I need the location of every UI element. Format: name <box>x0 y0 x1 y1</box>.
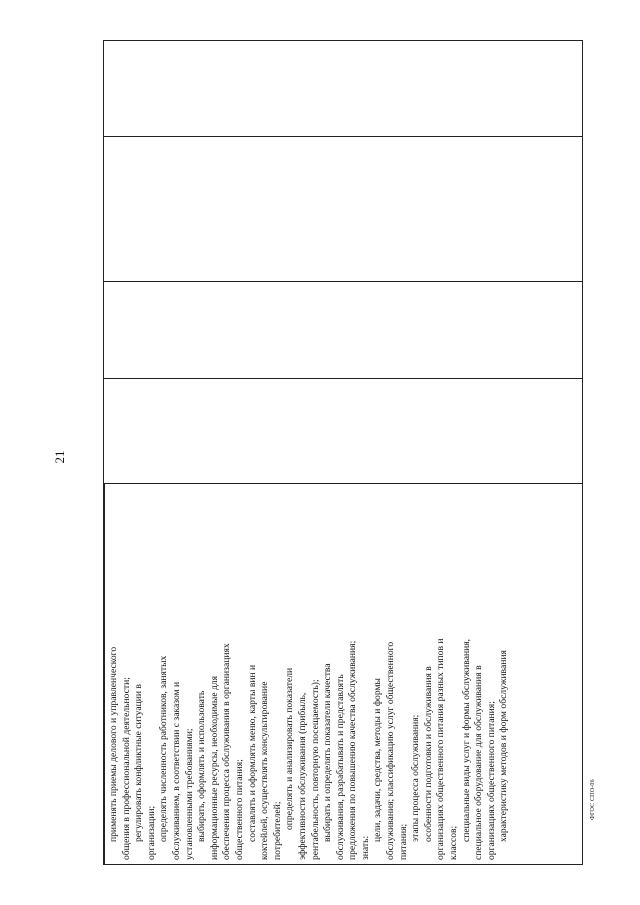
text-line: определять и анализировать показатели <box>284 667 296 830</box>
text-line: составлять и оформлять меню, карты вин и <box>246 664 258 842</box>
text-line: регулировать конфликтные ситуации в <box>133 684 145 842</box>
text-line: информационные ресурсы, необходимые для <box>208 675 220 860</box>
text-line: определять численность работников, занятых <box>158 655 170 842</box>
text-line: выбирать и определять показатели качества <box>322 663 334 842</box>
text-line: характеристику методов и форм обслуживания <box>498 650 510 842</box>
text-line: выбирать, оформлять и использовать <box>196 690 208 842</box>
text-line: специальное оборудование для обслуживания в <box>473 665 485 860</box>
text-line: потребителей; <box>271 801 283 860</box>
text-line: организации; <box>145 805 157 860</box>
page-number: 21 <box>52 450 67 464</box>
text-line: общественного питания; <box>233 759 245 860</box>
text-line: обслуживания, разрабатывать и представлять <box>334 674 346 860</box>
text-line: рентабельность, повторную посещаемость); <box>309 679 321 860</box>
text-line: эффективности обслуживания (прибыль, <box>296 692 308 860</box>
text-line: специальные виды услуг и формы обслуживания, <box>460 638 472 842</box>
row-divider <box>104 483 582 484</box>
text-line: обслуживанием, в соответствии с заказом и <box>170 681 182 860</box>
text-line: общения в профессиональной деятельности; <box>120 677 132 860</box>
text-line: коктейлей, осуществлять консультирование <box>259 681 271 860</box>
row-divider <box>104 281 582 282</box>
row-divider <box>104 378 582 379</box>
row-divider <box>104 136 582 137</box>
text-line: питания; <box>397 823 409 860</box>
text-line: организациях общественного питания разных типов и <box>435 638 447 860</box>
text-line: установленными требованиями; <box>183 728 195 860</box>
text-line: обслуживания; классификацию услуг общественного <box>385 641 397 860</box>
text-line: обеспечения процесса обслуживания в организациях <box>221 643 233 860</box>
text-line: этапы процесса обслуживания; <box>410 714 422 842</box>
text-line: классов; <box>448 825 460 860</box>
text-line: особенности подготовки и обслуживания в <box>422 666 434 842</box>
text-line: знать: <box>359 835 371 860</box>
text-line: организациях общественного питания; <box>485 701 497 860</box>
footer-mark: ФГОС СПО-06 <box>590 779 596 820</box>
text-line: цели, задачи, средства, методы и формы <box>372 677 384 842</box>
text-line: предложения по повышению качества обслуживания; <box>347 640 359 860</box>
competency-description-cell <box>106 492 584 864</box>
text-line: применять приемы делового и управленческого <box>108 646 119 842</box>
col-divider <box>104 483 105 864</box>
